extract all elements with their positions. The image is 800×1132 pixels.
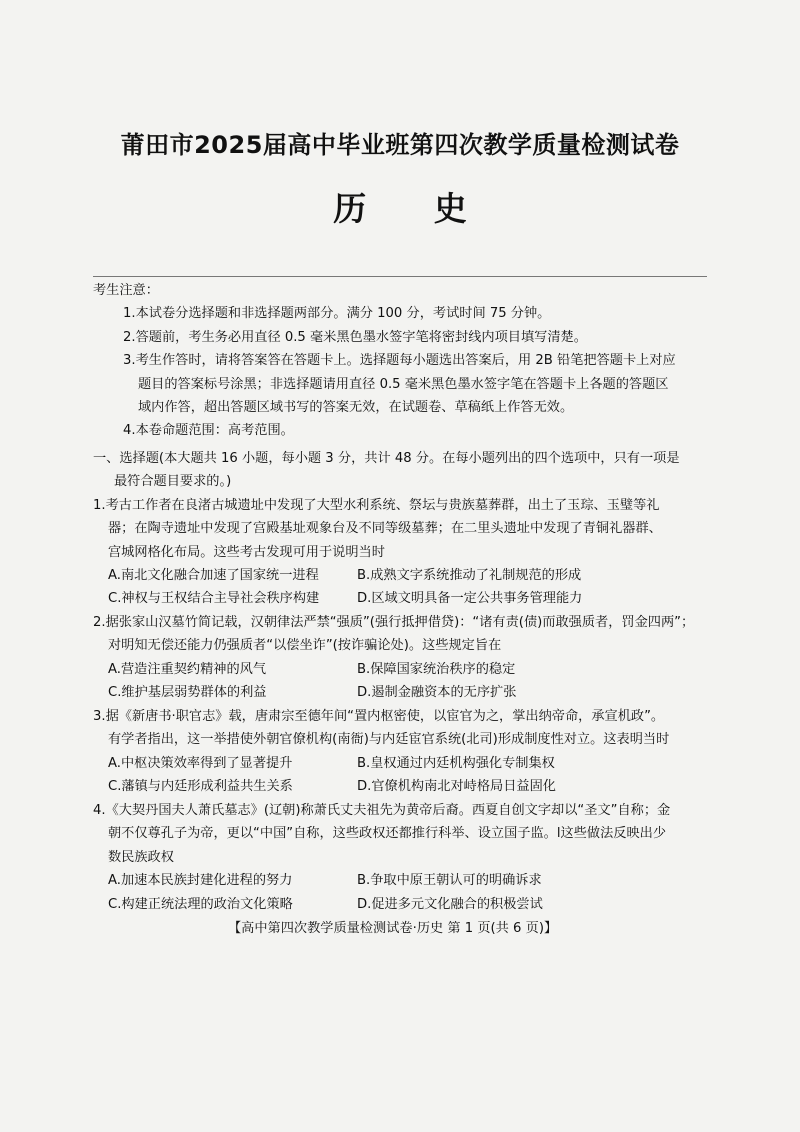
page-footer: 【高中第四次教学质量检测试卷·历史 第 1 页(共 6 页)】 (228, 921, 558, 936)
option-a: A.营造注重契约精神的风气 (108, 662, 267, 677)
question-stem: 2.据张家山汉墓竹简记载，汉朝律法严禁“强质”(强行抵押借贷)：“诸有责(债)而敢强质者，罚金四两”； (93, 615, 695, 630)
notice-item: 4.本卷命题范围：高考范围。 (123, 423, 294, 438)
question-stem: 1.考古工作者在良渚古城遗址中发现了大型水利系统、祭坛与贵族墓葬群，出土了玉琮、玉璧等礼 (93, 498, 660, 513)
notice-item: 1.本试卷分选择题和非选择题两部分。满分 100 分，考试时间 75 分钟。 (123, 306, 551, 321)
option-b: B.保障国家统治秩序的稳定 (357, 662, 516, 677)
question-stem: 数民族政权 (108, 850, 174, 865)
notice-item: 题目的答案标号涂黑；非选择题请用直径 0.5 毫米黑色墨水签字笔在答题卡上各题的答题区 (138, 377, 669, 392)
question-stem: 宫城网格化布局。这些考古发现可用于说明当时 (108, 545, 385, 560)
question-stem: 器；在陶寺遗址中发现了宫殿基址观象台及不同等级墓葬；在二里头遗址中发现了青铜礼器群、 (108, 521, 662, 536)
option-d: D.促进多元文化融合的积极尝试 (357, 897, 543, 912)
question-stem: 对明知无偿还能力仍强质者“以偿坐诈”(按诈骗论处)。这些规定旨在 (108, 638, 502, 653)
exam-title: 莆田市2025届高中毕业班第四次教学质量检测试卷 (120, 131, 680, 159)
option-a: A.加速本民族封建化进程的努力 (108, 873, 293, 888)
option-b: B.成熟文字系统推动了礼制规范的形成 (357, 568, 582, 583)
option-c: C.神权与王权结合主导社会秩序构建 (108, 591, 320, 606)
notice-item: 域内作答，超出答题区域书写的答案无效，在试题卷、草稿纸上作答无效。 (138, 400, 574, 415)
question-stem: 有学者指出，这一举措使外朝官僚机构(南衙)与内廷宦官系统(北司)形成制度性对立。这表明当时 (108, 732, 670, 747)
question-stem: 3.据《新唐书·职官志》载，唐肃宗至德年间“置内枢密使，以宦官为之，掌出纳帝命，承宣机政”。 (93, 709, 665, 724)
question-stem: 4.《大契丹国夫人萧氏墓志》(辽朝)称萧氏丈夫祖先为黄帝后裔。西夏自创文字却以“圣文”自称；金 (93, 803, 671, 818)
subject-title: 历 史 (333, 189, 495, 228)
header-divider (93, 276, 707, 277)
notice-heading: 考生注意： (93, 283, 159, 298)
section-heading-cont: 最符合题目要求的。) (114, 474, 232, 489)
option-d: D.遏制金融资本的无序扩张 (357, 685, 517, 700)
option-d: D.区域文明具备一定公共事务管理能力 (357, 591, 583, 606)
option-d: D.官僚机构南北对峙格局日益固化 (357, 779, 556, 794)
option-b: B.皇权通过内廷机构强化专制集权 (357, 756, 555, 771)
option-c: C.藩镇与内廷形成利益共生关系 (108, 779, 293, 794)
notice-item: 2.答题前，考生务必用直径 0.5 毫米黑色墨水签字笔将密封线内项目填写清楚。 (123, 330, 587, 345)
option-c: C.维护基层弱势群体的利益 (108, 685, 267, 700)
notice-item: 3.考生作答时，请将答案答在答题卡上。选择题每小题选出答案后，用 2B 铅笔把答题卡上对应 (123, 353, 676, 368)
option-c: C.构建正统法理的政治文化策略 (108, 897, 293, 912)
section-heading: 一、选择题(本大题共 16 小题，每小题 3 分，共计 48 分。在每小题列出的四个选项中，只有一项是 (93, 451, 680, 466)
option-b: B.争取中原王朝认可的明确诉求 (357, 873, 542, 888)
question-stem: 朝不仅尊孔子为帝，更以“中国”自称，这些政权还都推行科举、设立国子监。l这些做法反映出少 (108, 826, 667, 841)
option-a: A.中枢决策效率得到了显著提升 (108, 756, 293, 771)
option-a: A.南北文化融合加速了国家统一进程 (108, 568, 319, 583)
